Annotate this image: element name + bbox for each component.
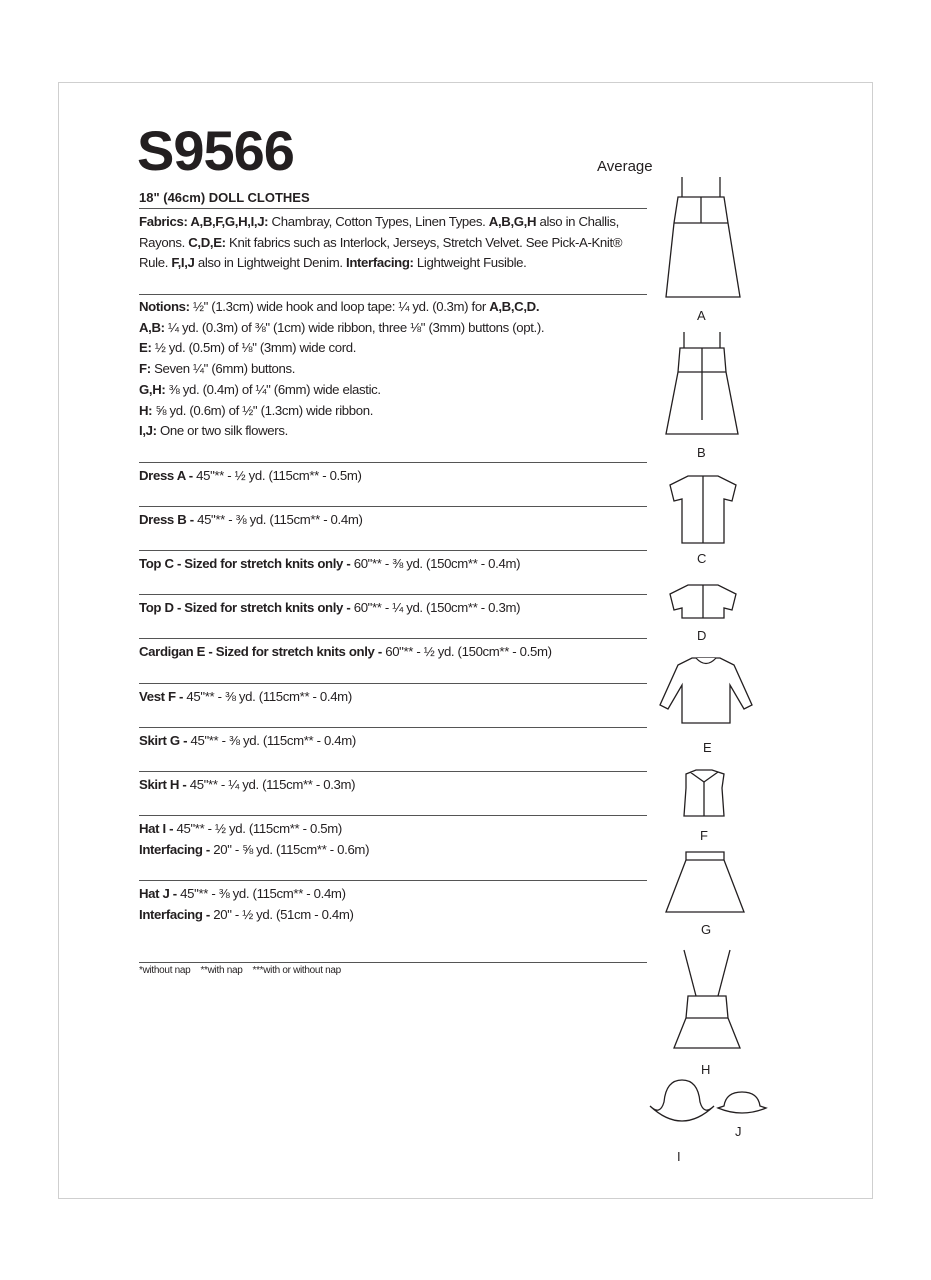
view-label-f: F bbox=[700, 828, 708, 843]
view-label-g: G bbox=[701, 922, 712, 937]
hat-i-illustration bbox=[646, 1076, 718, 1132]
vest-f-illustration bbox=[678, 768, 730, 820]
view-label-b: B bbox=[697, 445, 706, 460]
view-label-e: E bbox=[703, 740, 712, 755]
yardage-top-d: Top D - Sized for stretch knits only - 60"** - ¼ yd. (150cm** - 0.3m) bbox=[139, 600, 521, 615]
yardage-cardigan-e: Cardigan E - Sized for stretch knits only - 60"** - ½ yd. (150cm** - 0.5m) bbox=[139, 644, 552, 659]
yardage-vest-f: Vest F - 45"** - ⅜ yd. (115cm** - 0.4m) bbox=[139, 689, 352, 704]
skirt-g-illustration bbox=[664, 850, 746, 916]
dress-b-illustration bbox=[664, 330, 740, 438]
yardage-skirt-h: Skirt H - 45"** - ¼ yd. (115cm** - 0.3m) bbox=[139, 777, 356, 792]
top-c-illustration bbox=[668, 473, 738, 547]
view-label-d: D bbox=[697, 628, 707, 643]
view-label-h: H bbox=[701, 1062, 711, 1077]
yardage-skirt-g: Skirt G - 45"** - ⅜ yd. (115cm** - 0.4m) bbox=[139, 733, 356, 748]
hat-j-illustration bbox=[716, 1090, 768, 1122]
subtitle: 18" (46cm) DOLL CLOTHES bbox=[139, 190, 310, 205]
yardage-hat-j: Hat J - 45"** - ⅜ yd. (115cm** - 0.4m) Interfacing - 20" - ½ yd. (51cm - 0.4m) bbox=[139, 886, 354, 922]
view-label-a: A bbox=[697, 308, 706, 323]
cardigan-e-illustration bbox=[658, 655, 754, 727]
yardage-dress-a: Dress A - 45"** - ½ yd. (115cm** - 0.5m) bbox=[139, 468, 362, 483]
difficulty-label: Average bbox=[597, 158, 653, 175]
divider bbox=[139, 208, 647, 209]
view-label-c: C bbox=[697, 551, 707, 566]
yardage-dress-b: Dress B - 45"** - ⅜ yd. (115cm** - 0.4m) bbox=[139, 512, 363, 527]
top-d-illustration bbox=[668, 582, 738, 622]
yardage-top-c: Top C - Sized for stretch knits only - 60"** - ⅜ yd. (150cm** - 0.4m) bbox=[139, 556, 521, 571]
fabrics-section: Fabrics: A,B,F,G,H,I,J: Chambray, Cotton Types, Linen Types. A,B,G,H also in Challis, Rayons. C,D,E: Knit fabrics such as Interlock, Jerseys, Stretch Velvet. See Pick-A-Knit® Rule. F,I,J also in Lightweight Denim. Interfacing: Lightweight Fusible. bbox=[139, 214, 623, 271]
view-label-i: I bbox=[677, 1149, 681, 1164]
dress-a-illustration bbox=[660, 175, 744, 303]
notions-section: Notions: ½" (1.3cm) wide hook and loop tape: ¼ yd. (0.3m) for A,B,C,D. A,B: ¼ yd. (0.3m) of ⅜" (1cm) wide ribbon, three ⅛" (3mm) buttons (opt.). E: ½ yd. (0.5m) of ⅛" (3mm) wide cord. F: Seven ¼" (6mm) buttons. G,H: ⅜ yd. (0.4m) of ¼" (6mm) wide elastic. H: ⅝ yd. (0.6m) of ½" (1.3cm) wide ribbon. I,J: One or two silk flowers. bbox=[139, 299, 545, 439]
pattern-number: S9566 bbox=[137, 119, 294, 182]
view-label-j: J bbox=[735, 1124, 742, 1139]
yardage-hat-i: Hat I - 45"** - ½ yd. (115cm** - 0.5m) Interfacing - 20" - ⅝ yd. (115cm** - 0.6m) bbox=[139, 821, 370, 857]
skirt-h-illustration bbox=[670, 948, 744, 1052]
divider bbox=[139, 294, 647, 295]
footnotes: *without nap **with nap ***with or without nap bbox=[139, 965, 341, 976]
